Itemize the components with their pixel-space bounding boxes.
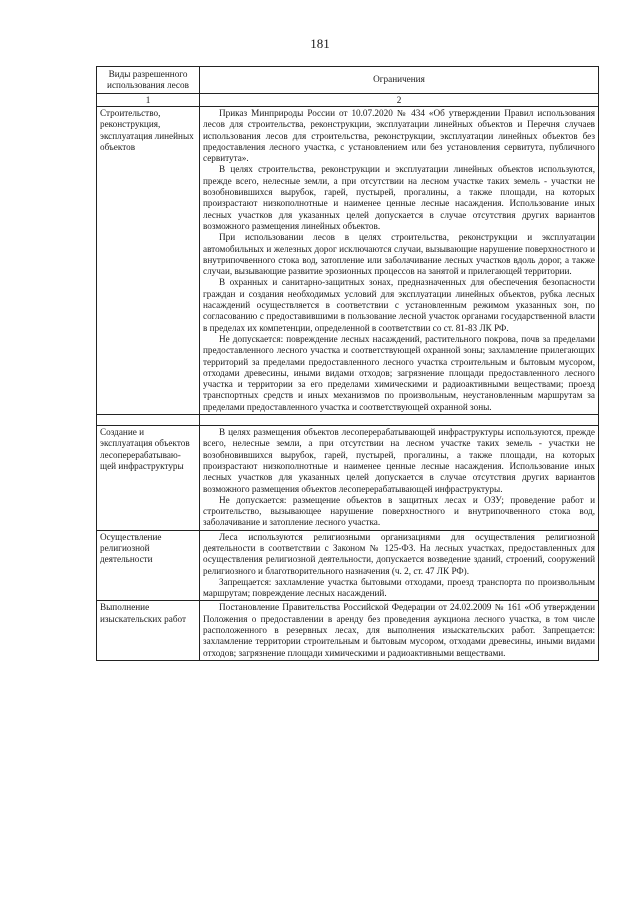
restriction-paragraph: При использовании лесов в целях строительства, реконструкции и эксплуатации автомобильных и железных дорог исключаются случаи, вызывающие нарушение поверхностного и внутрипочвенного стока вод, затопление или заболачивание лесных участков вдоль дорог, а также случаи, вызывающие развитие эрозионных процессов на занятой и прилегающей территории.	[203, 232, 595, 277]
column-number-2: 2	[200, 94, 599, 107]
column-number-1: 1	[97, 94, 200, 107]
restriction-paragraph: Запрещается: захламление участка бытовыми отходами, проезд транспорта по произвольным маршрутам; повреждение лесных насаждений.	[203, 576, 595, 599]
table-header-row	[97, 67, 599, 94]
restrictions-linear-objects	[200, 107, 599, 415]
restrictions-religious-activity	[200, 530, 599, 601]
column-number-row	[97, 94, 599, 107]
use-type-linear-objects: Строительство, реконструкция, эксплуатация линейных объектов	[97, 107, 200, 415]
table-row	[97, 426, 599, 531]
row-spacer	[97, 415, 599, 426]
restriction-paragraph: Постановление Правительства Российской Федерации от 24.02.2009 № 161 «Об утверждении Положения о предоставлении в аренду без проведения аукциона лесного участка, в том числе расположенного в резервных лесах, для выполнения изыскательских работ. Запрещается: захламление территории строительным и бытовым мусором, отходами древесины, иными видами отходов; загрязнение площади химическими и радиоактивными веществами.	[203, 602, 595, 658]
restriction-paragraph: Не допускается: повреждение лесных насаждений, растительного покрова, почв за пределами предоставленного лесного участка и соответствующей охранной зоны; захламление прилегающих территорий за пределами предоставленного лесного участка строительным и бытовым мусором, отходами древесины, иными видами отходов; загрязнение площади предоставленного лесного участка и территории за его пределами химическими и радиоактивными веществами; проезд транспортных средств и иных механизмов по произвольным, неустановленным маршрутам за пределами предоставленного участка и соответствующей охранной зоны.	[203, 333, 595, 412]
restriction-paragraph: Не допускается: размещение объектов в защитных лесах и ОЗУ; проведение работ и строительство, вызывающее нарушение поверхностного и внутрипочвенного стока вод, заболачивание и затопление лесного участка.	[203, 494, 595, 528]
table-row	[97, 601, 599, 660]
restrictions-wood-processing	[200, 426, 599, 531]
restrictions-table	[96, 66, 599, 661]
table-row	[97, 530, 599, 601]
restriction-paragraph: Приказ Минприроды России от 10.07.2020 № 434 «Об утверждении Правил использования лесов для строительства, реконструкции, эксплуатации линейных объектов и Перечня случаев использования лесов для строительства, реконструкции, эксплуатации линейных объектов без предоставления лесного участка, с установлением или без установления сервитута, публичного сервитута».	[203, 108, 595, 164]
use-type-religious-activity: Осуществление религиозной деятельности	[97, 530, 200, 601]
restrictions-survey-works	[200, 601, 599, 660]
page-number: 181	[310, 36, 330, 51]
restriction-paragraph: В охранных и санитарно-защитных зонах, предназначенных для обеспечения безопасности граждан и создания необходимых условий для эксплуатации линейных объектов, рубка лесных насаждений осуществляется в соответствии с установленным режимом указанных зон, по согласованию с предоставившими в пользование лесной участок органами государственной власти в пределах их компетенции, определенной в соответствии со ст. 81-83 ЛК РФ.	[203, 277, 595, 333]
restriction-paragraph: Леса используются религиозными организациями для осуществления религиозной деятельности в соответствии с Законом № 125-ФЗ. На лесных участках, предоставленных для осуществления религиозной деятельности, допускается возведение зданий, строений, сооружений религиозного и благотворительного назначения (ч. 2, ст. 47 ЛК РФ).	[203, 531, 595, 576]
header-forest-use-types: Виды разрешенного использования лесов	[97, 67, 200, 94]
restriction-paragraph: В целях строительства, реконструкции и эксплуатации линейных объектов используются, прежде всего, нелесные земли, а при отсутствии на лесном участке таких земель - участки не возобновившихся вырубок, гарей, пустырей, прогалины, а также площади, на которых произрастают низкополнотные и наименее ценные лесные насаждения. Использование иных лесных участков для указанных целей допускается в случае отсутствия других вариантов возможного размещения линейных объектов.	[203, 164, 595, 231]
header-restrictions: Ограничения	[200, 67, 599, 94]
use-type-wood-processing: Создание и эксплуатация объектов лесоперерабатываю-щей инфраструктуры	[97, 426, 200, 531]
restriction-paragraph: В целях размещения объектов лесоперерабатывающей инфраструктуры используются, прежде всего, нелесные земли, а при отсутствии на лесном участке таких земель - участки не возобновившихся вырубок, гарей, пустырей, прогалины, а также площади, на которых произрастают низкополнотные и наименее ценные лесные насаждения. Использование иных лесных участков для указанных целей допускается в случае отсутствия других вариантов возможного размещения объектов лесоперерабатывающей инфраструктуры.	[203, 427, 595, 494]
table-row	[97, 107, 599, 415]
use-type-survey-works: Выполнение изыскательских работ	[97, 601, 200, 660]
